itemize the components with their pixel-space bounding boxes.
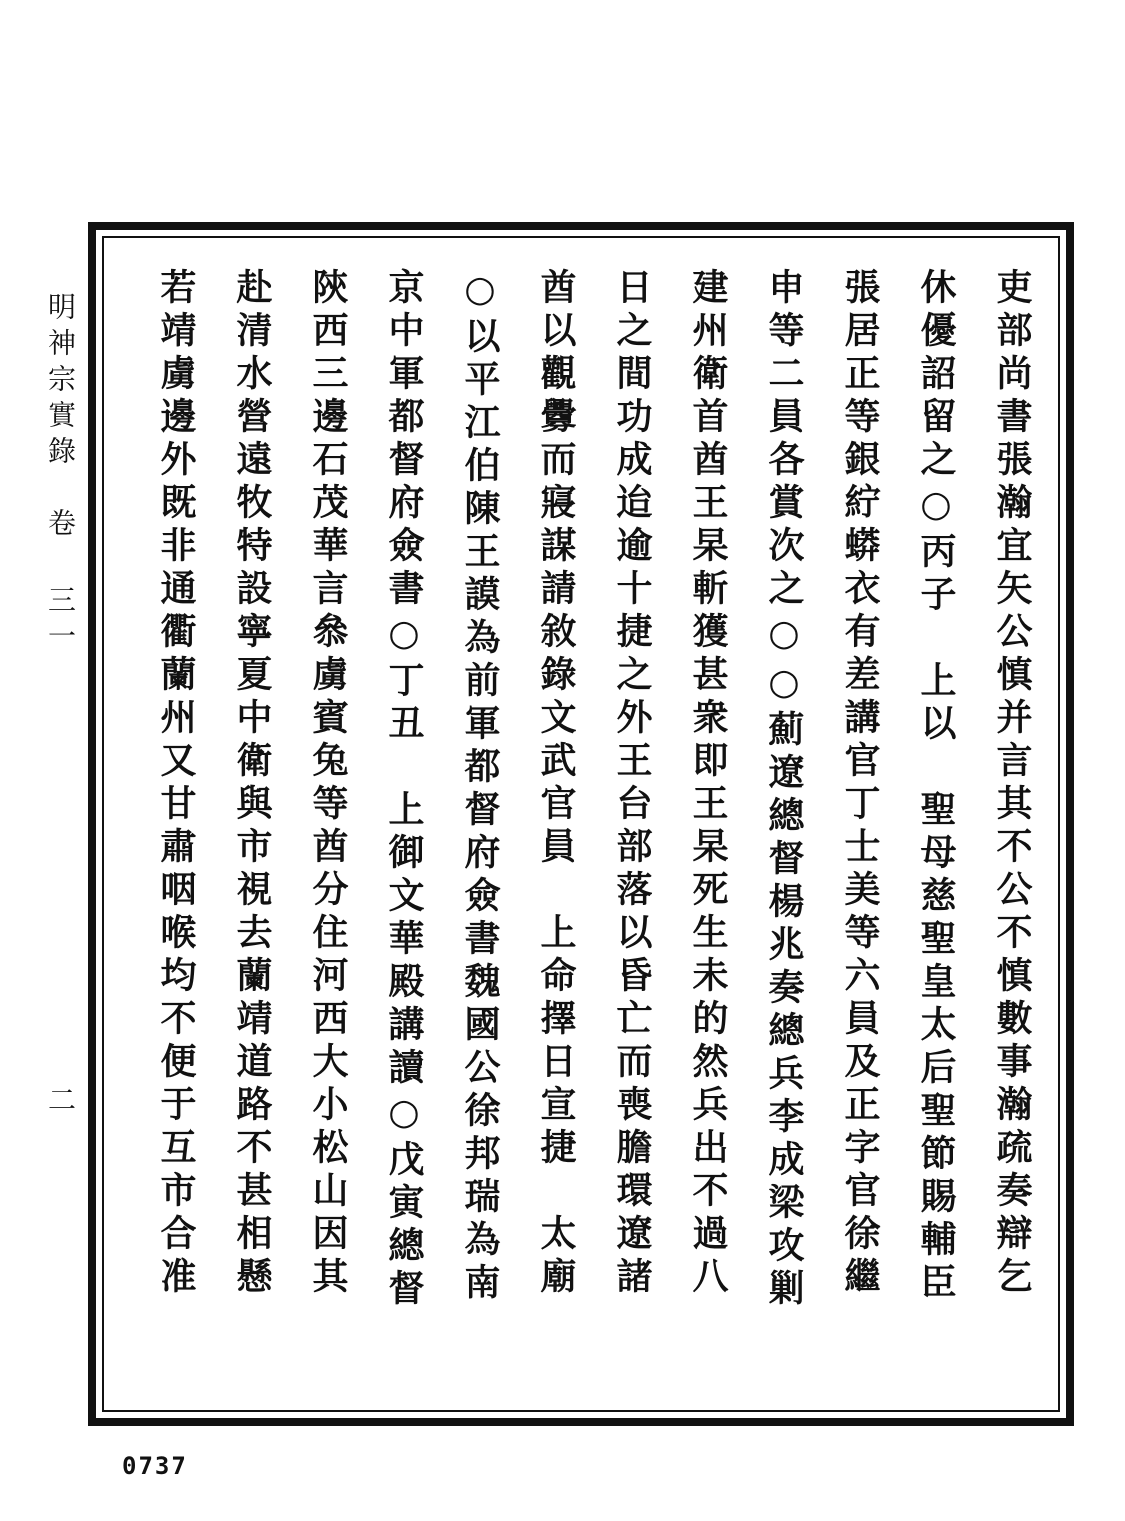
page-number-margin: 二 <box>44 1085 77 1113</box>
book-title-margin: 明神宗實錄 卷 三一 <box>44 292 77 657</box>
page-code: 0737 <box>122 1452 188 1480</box>
text-column-8: ○以平江伯陳王謨為前軍都督府僉書魏國公徐邦瑞為南 <box>459 268 501 1306</box>
text-column-10: 陝西三邊石茂華言叅虜賓兔等酋分住河西大小松山因其 <box>307 268 349 1300</box>
text-column-7: 酋以觀釁而寢謀請敘錄文武官員 上命擇日宣捷 太廟 <box>535 268 577 1300</box>
text-column-9: 京中軍都督府僉書○丁丑 上御文華殿講讀○戊寅總督 <box>383 268 425 1312</box>
text-column-12: 若靖虜邊外既非通衢蘭州又甘肅咽喉均不便于互市合准 <box>155 268 197 1300</box>
text-column-11: 赴清水營遠牧特設寧夏中衛與市視去蘭靖道路不甚相懸 <box>231 268 273 1300</box>
text-column-3: 張居正等銀紵蟒衣有差講官丁士美等六員及正字官徐繼 <box>839 268 881 1300</box>
text-column-4: 申等二員各賞次之○○薊遼總督楊兆奏總兵李成梁攻剿 <box>763 268 805 1312</box>
text-column-2: 休優詔留之○丙子 上以 聖母慈聖皇太后聖節賜輔臣 <box>915 268 957 1306</box>
text-column-1: 吏部尚書張瀚宜矢公慎并言其不公不慎數事瀚疏奏辯乞 <box>991 268 1033 1300</box>
text-column-6: 日之間功成迨逾十捷之外王台部落以昏亡而喪膽環遼諸 <box>611 268 653 1300</box>
text-column-5: 建州衛首酋王杲斬獲甚衆即王杲死生未的然兵出不過八 <box>687 268 729 1300</box>
